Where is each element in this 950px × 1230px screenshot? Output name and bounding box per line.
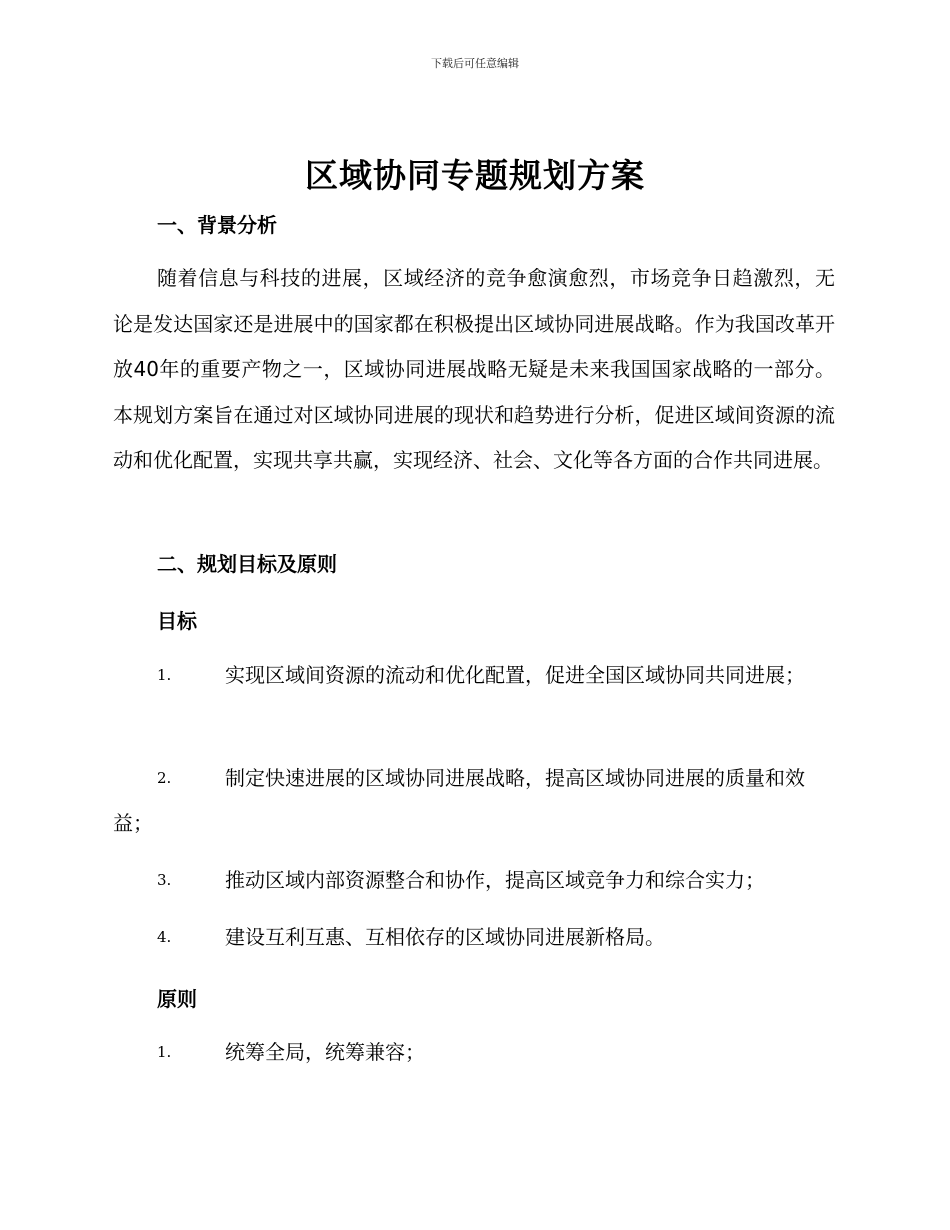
- goal-text: 制定快速进展的区域协同进展战略，提高区域协同进展的质量和效益；: [113, 766, 805, 835]
- background-paragraph: 随着信息与科技的进展，区域经济的竞争愈演愈烈，市场竞争日趋激烈，无论是发达国家还是进展中的国家都在积极提出区域协同进展战略。作为我国改革开放40年的重要产物之一，区域协同进展战略无疑是未来我国国家战略的一部分。本规划方案旨在通过对区域协同进展的现状和趋势进行分析，促进区域间资源的流动和优化配置，实现共享共赢，实现经济、社会、文化等各方面的合作共同进展。: [113, 266, 835, 472]
- principle-text: 统筹全局，统筹兼容；: [225, 1040, 425, 1064]
- goal-item: [113, 653, 835, 698]
- subheading-principles: 原则: [157, 987, 197, 1011]
- goal-number: 1.: [157, 666, 172, 684]
- subheading-goals: 目标: [157, 609, 197, 633]
- goal-number: 2.: [157, 769, 172, 787]
- goal-item: [113, 915, 835, 960]
- header-note: 下载后可任意编辑: [431, 57, 519, 70]
- goal-number: 4.: [157, 928, 172, 946]
- goal-text: 建设互利互惠、互相依存的区域协同进展新格局。: [225, 925, 665, 949]
- document-title: 区域协同专题规划方案: [305, 156, 645, 195]
- goal-item: [113, 756, 835, 846]
- goal-text: 推动区域内部资源整合和协作，提高区域竞争力和综合实力；: [225, 868, 765, 892]
- goal-number: 3.: [157, 871, 172, 889]
- section-heading-goals-principles: 二、规划目标及原则: [157, 552, 337, 576]
- goal-item: [113, 858, 835, 903]
- section-heading-background: 一、背景分析: [157, 213, 277, 237]
- principle-number: 1.: [157, 1043, 172, 1061]
- goal-text: 实现区域间资源的流动和优化配置，促进全国区域协同共同进展；: [225, 663, 805, 687]
- principle-item: [113, 1030, 835, 1075]
